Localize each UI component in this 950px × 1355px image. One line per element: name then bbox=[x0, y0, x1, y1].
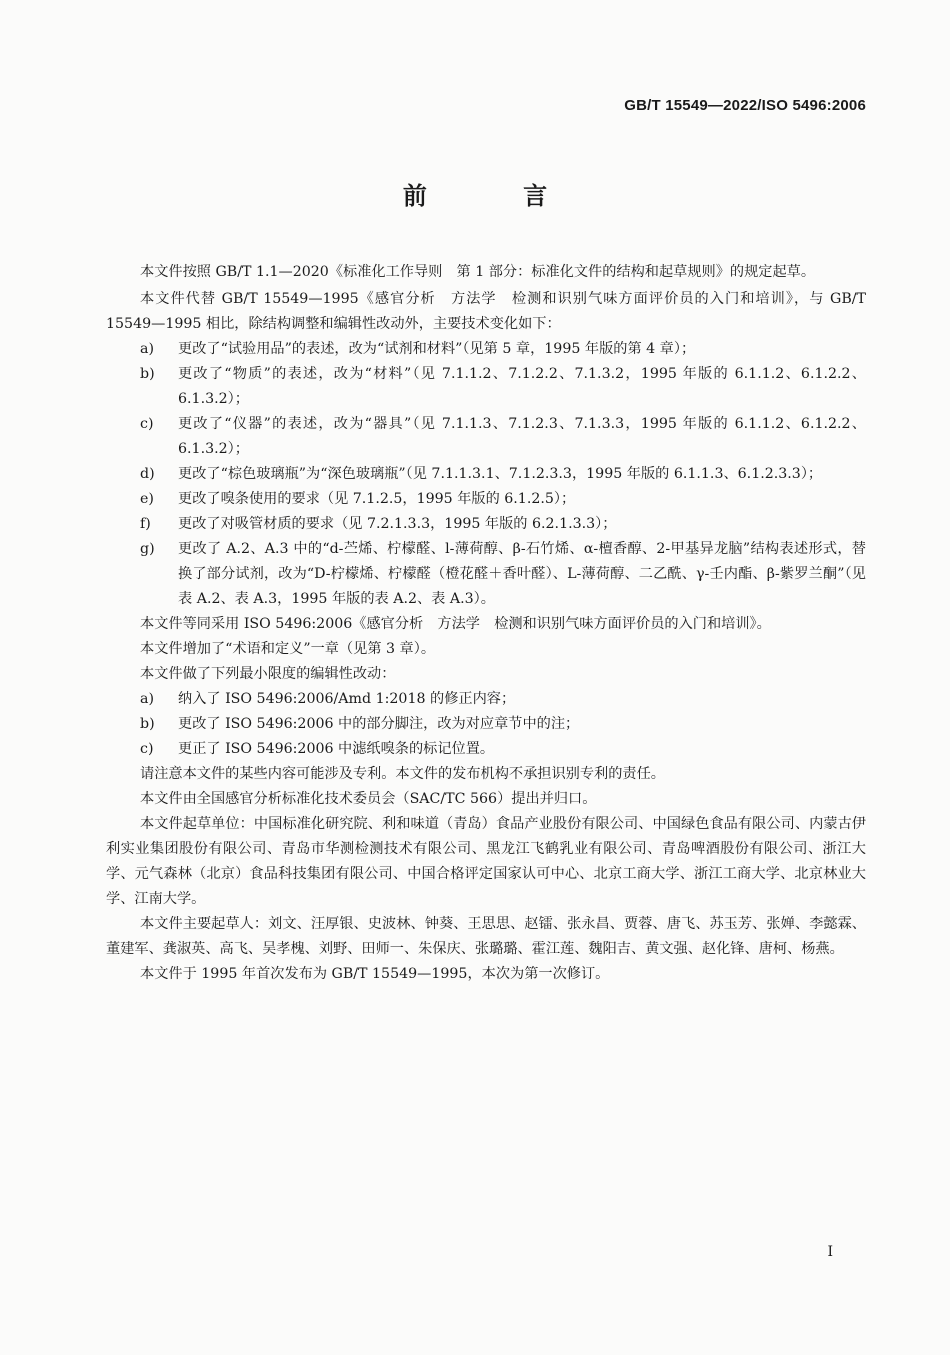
list-marker: b) bbox=[140, 716, 155, 732]
standard-number: GB/T 15549—2022/ISO 5496:2006 bbox=[624, 97, 866, 114]
paragraph-patent-notice: 请注意本文件的某些内容可能涉及专利。本文件的发布机构不承担识别专利的责任。 bbox=[140, 766, 665, 782]
paragraph-history: 本文件于 1995 年首次发布为 GB/T 15549—1995，本次为第一次修订。 bbox=[140, 966, 610, 982]
list-item-text: 更改了 A.2、A.3 中的“d-苎烯、柠檬醛、l-薄荷醇、β-石竹烯、α-檀香醇、2-甲基异龙脑”结构表述形式，替换了部分试剂，改为“D-柠檬烯、柠檬醛（橙花醛＋香叶醛）、L-薄荷醇、二乙酰、γ-壬内酯、β-紫罗兰酮”（见表 A.2、表 A.3，1995 年版的表 A.2、表 A.3）。 bbox=[178, 541, 866, 607]
paragraph-proposer: 本文件由全国感官分析标准化技术委员会（SAC/TC 566）提出并归口。 bbox=[140, 791, 597, 807]
list-marker: a) bbox=[140, 341, 154, 357]
list-item bbox=[106, 737, 866, 762]
editorial-changes-list bbox=[106, 687, 866, 762]
list-item-text: 更改了对吸管材质的要求（见 7.2.1.3.3，1995 年版的 6.2.1.3.3）； bbox=[178, 516, 617, 532]
list-marker: c) bbox=[140, 416, 154, 432]
technical-changes-list bbox=[106, 337, 866, 612]
list-marker: e) bbox=[140, 491, 154, 507]
list-item bbox=[106, 412, 866, 462]
list-item bbox=[106, 687, 866, 712]
list-marker: g) bbox=[140, 541, 155, 557]
list-item bbox=[106, 512, 866, 537]
list-item bbox=[106, 712, 866, 737]
page-title: 前 言 bbox=[402, 182, 592, 210]
list-item-text: 更改了嗅条使用的要求（见 7.1.2.5，1995 年版的 6.1.2.5）； bbox=[178, 491, 576, 507]
foreword-body bbox=[106, 260, 866, 987]
list-item bbox=[106, 462, 866, 487]
list-item-text: 更改了“棕色玻璃瓶”为“深色玻璃瓶”（见 7.1.1.3.1、7.1.2.3.3，1995 年版的 6.1.1.3、6.1.2.3.3）； bbox=[178, 466, 823, 482]
list-item-text: 更正了 ISO 5496:2006 中滤纸嗅条的标记位置。 bbox=[178, 741, 495, 757]
list-item bbox=[106, 362, 866, 412]
list-item bbox=[106, 337, 866, 362]
paragraph-drafting-basis: 本文件按照 GB/T 1.1—2020《标准化工作导则 第 1 部分：标准化文件的结构和起草规则》的规定起草。 bbox=[140, 264, 816, 280]
list-item-text: 更改了“物质”的表述，改为“材料”（见 7.1.1.2、7.1.2.2、7.1.3.2，1995 年版的 6.1.1.2、6.1.2.2、6.1.3.2）； bbox=[178, 366, 866, 407]
paragraph-iso-adoption: 本文件等同采用 ISO 5496:2006《感官分析 方法学 检测和识别气味方面评价员的入门和培训》。 bbox=[140, 616, 771, 632]
list-item bbox=[106, 537, 866, 612]
list-marker: d) bbox=[140, 466, 155, 482]
list-marker: b) bbox=[140, 366, 155, 382]
page-number: I bbox=[827, 1244, 833, 1260]
list-item-text: 更改了 ISO 5496:2006 中的部分脚注，改为对应章节中的注； bbox=[178, 716, 580, 732]
list-marker: a) bbox=[140, 691, 154, 707]
paragraph-replacement: 本文件代替 GB/T 15549—1995《感官分析 方法学 检测和识别气味方面评价员的入门和培训》，与 GB/T 15549—1995 相比，除结构调整和编辑性改动外，主要技术变化如下： bbox=[106, 291, 866, 332]
paragraph-editorial-intro: 本文件做了下列最小限度的编辑性改动： bbox=[140, 666, 396, 682]
list-marker: f) bbox=[140, 516, 151, 532]
list-item-text: 更改了“仪器”的表述，改为“器具”（见 7.1.1.3、7.1.2.3、7.1.3.3，1995 年版的 6.1.1.2、6.1.2.2、6.1.3.2）； bbox=[178, 416, 866, 457]
list-marker: c) bbox=[140, 741, 154, 757]
list-item-text: 纳入了 ISO 5496:2006/Amd 1:2018 的修正内容； bbox=[178, 691, 516, 707]
paragraph-terms-added: 本文件增加了“术语和定义”一章（见第 3 章）。 bbox=[140, 641, 436, 657]
list-item bbox=[106, 487, 866, 512]
list-item-text: 更改了“试验用品”的表述，改为“试剂和材料”（见第 5 章，1995 年版的第 4 章）； bbox=[178, 341, 696, 357]
paragraph-drafting-units: 本文件起草单位：中国标准化研究院、利和味道（青岛）食品产业股份有限公司、中国绿色食品有限公司、内蒙古伊利实业集团股份有限公司、青岛市华测检测技术有限公司、黑龙江飞鹤乳业有限公司、青岛啤酒股份有限公司、浙江大学、元气森林（北京）食品科技集团有限公司、中国合格评定国家认可中心、北京工商大学、浙江工商大学、北京林业大学、江南大学。 bbox=[106, 816, 866, 907]
paragraph-drafters: 本文件主要起草人：刘文、汪厚银、史波林、钟葵、王思思、赵镭、张永昌、贾蓉、唐飞、苏玉芳、张婵、李懿霖、董建军、龚淑英、高飞、吴孝槐、刘野、田师一、朱保庆、张璐璐、霍江莲、魏阳吉、黄文强、赵化锋、唐柯、杨燕。 bbox=[106, 916, 866, 957]
